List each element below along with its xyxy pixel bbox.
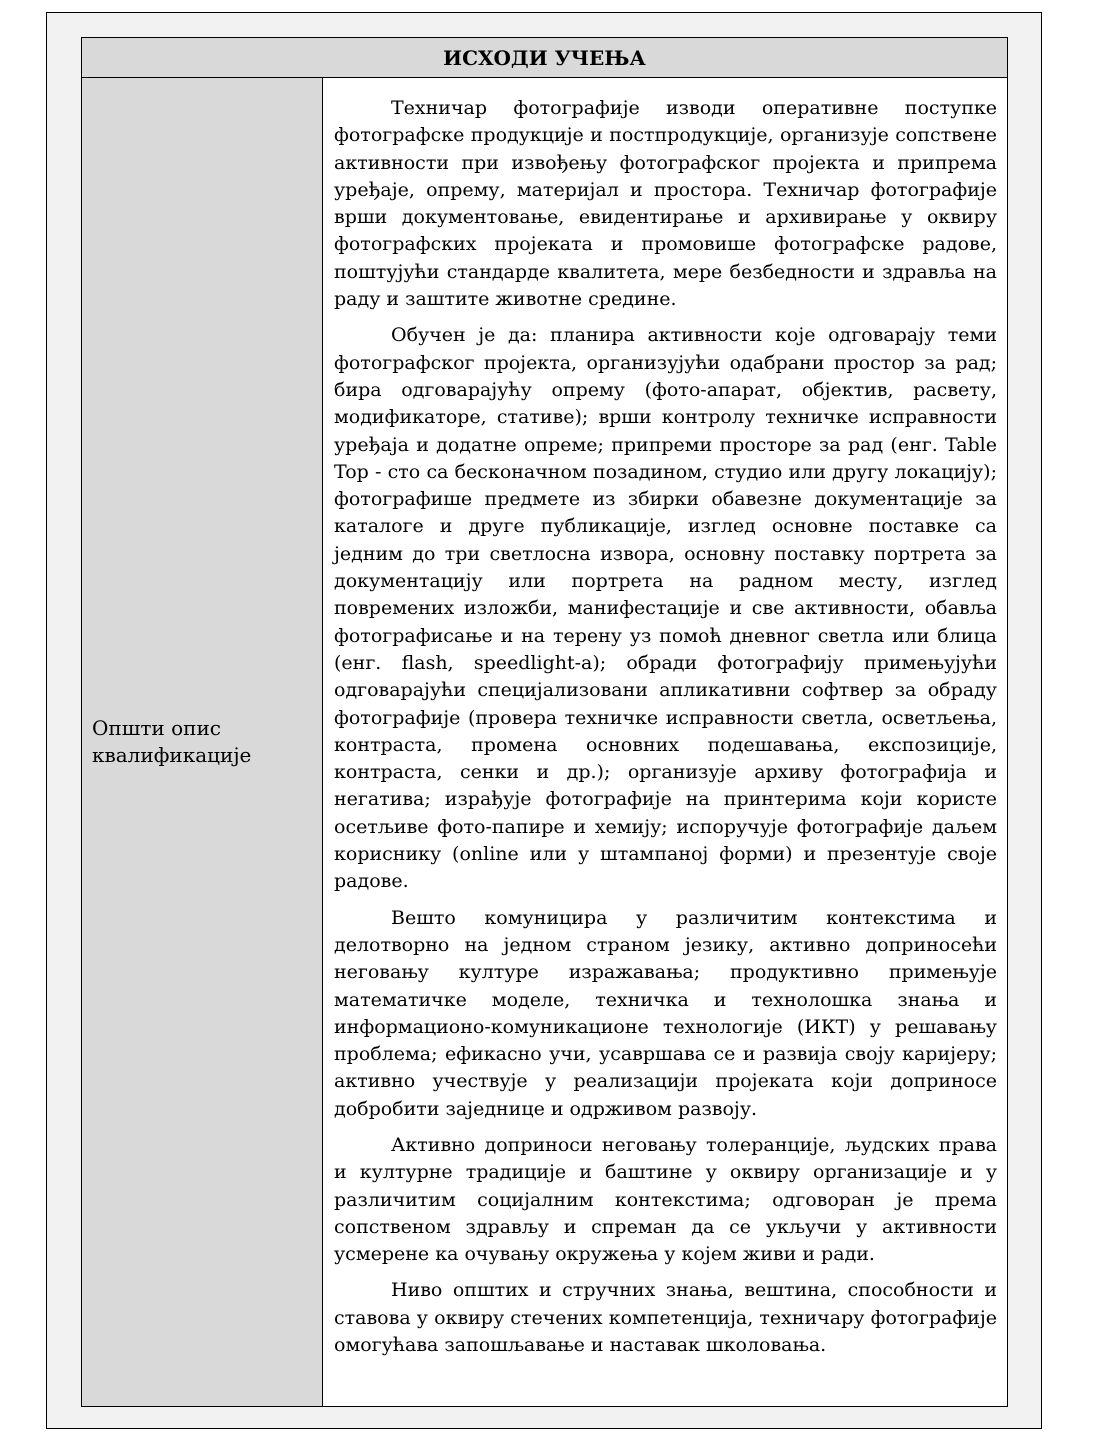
row-label: Општи опис квалификације <box>92 716 252 767</box>
learning-outcomes-table <box>81 37 1008 1407</box>
row-content-cell <box>323 78 1007 1406</box>
row-label-cell <box>82 78 323 1406</box>
paragraph-1: Техничар фотографије изводи оперативне поступке фотографске продукције и постпродукције, организује сопствене активности при извођењу фотографског пројекта и припрема уређаје, опрему, материјал и простора. Техничар фотографије врши документовање, евидентирање и архивирање у оквиру фотографских пројеката и промовише фотографске радове, поштујући стандарде квалитета, мере безбедности и здравља на раду и заштите животне средине. <box>334 97 997 311</box>
paragraph-3: Вешто комуницира у различитим контекстима и делотворно на једном страном језику, активно доприносећи неговању културе изражавања; продуктивно примењује математичке моделе, техничка и технолошка знања и информационо-комуникационе технологије (ИКТ) у решавању проблема; ефикасно учи, усавршава се и развија своју каријеру; активно учествује у реализацији пројеката који доприносе добробити заједнице и одрживом развоју. <box>334 906 997 1120</box>
paragraph-4: Активно доприноси неговању толеранције, људских права и културне традиције и баштине у оквиру организације и у различитим социјалним контекстима; одговоран је према сопственом здрављу и спреман да се укључи у активности усмерене ка очувању окружења у којем живи и ради. <box>334 1133 997 1266</box>
paragraph-2: Обучен је да: планира активности које одговарају теми фотографског пројекта, организујући одабрани простор за рад; бира одговарајућу опрему (фото-апарат, објектив, расвету, модификаторе, стативе); врши контролу техничке исправности уређаја и додатне опреме; припреми просторе за рад (енг. Table Top - сто са бесконачном позадином, студио или другу локацију); фотографише предмете из збирки обавезне документације за каталоге и друге публикације, изглед основне поставке са једним до три светлосна извора, основну поставку портрета за документацију или портрета на радном месту, изглед повремених изложби, манифестације и све активности, обавља фотографисање и на терену уз помоћ дневног светла или блица (енг. flash, speedlight-a); обради фотографију примењујући одговарајући специјализовани апликативни софтвер за обраду фотографије (провера техничке исправности светла, осветљења, контраста, промена основних подешавања, експозиције, контраста, сенки и др.); организује архиву фотографија и негатива; израђује фотографије на принтерима који користе осетљиве фото-папире и хемију; испоручује фотографије даљем кориснику (online или у штампаној форми) и презентује своје радове. <box>334 324 997 893</box>
page-frame <box>46 12 1042 1429</box>
table-header: ИСХОДИ УЧЕЊА <box>82 38 1007 78</box>
table-row <box>82 78 1007 1406</box>
paragraph-5: Ниво општих и стручних знања, вештина, способности и ставова у оквиру стечених компетенција, техничару фотографије омогућава запошљавање и наставак школовања. <box>334 1279 997 1357</box>
